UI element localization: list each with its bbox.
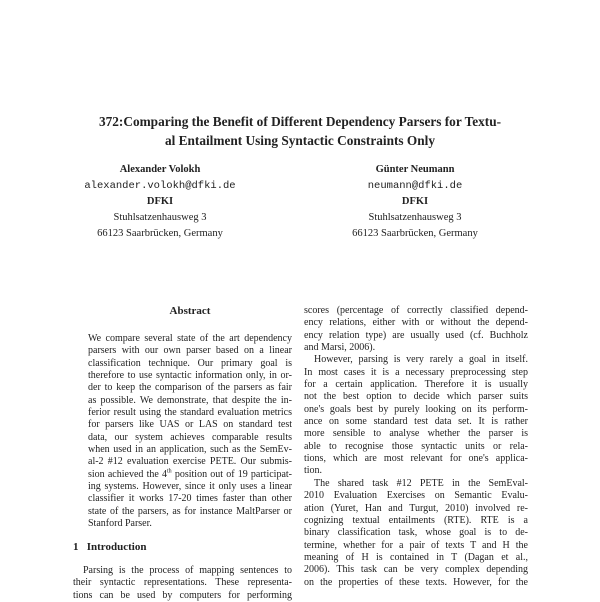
text-line: ferior result using the standard evaluation metrics <box>88 407 292 419</box>
text-line: one's goals best by purely looking on its perform- <box>304 403 528 415</box>
text-line: classification technique. Our primary goal is <box>88 357 292 369</box>
author-city: 66123 Saarbrücken, Germany <box>352 228 478 239</box>
text-line: able to recognise those syntactic units or rela- <box>304 440 528 452</box>
section-heading-introduction: 1 Introduction <box>73 541 147 553</box>
abstract-body <box>88 333 292 531</box>
title-line: 372:Comparing the Benefit of Different Dependency Parsers for Textu- <box>98 114 502 129</box>
text-line: as possible. We demonstrate, that despite the in- <box>88 394 292 406</box>
text-line: al-2 #12 evaluation exercise PETE. Our submis- <box>88 456 292 468</box>
text-line: Parsing is the process of mapping sentences to <box>83 565 292 576</box>
author-name: Alexander Volokh <box>119 164 201 175</box>
title-line: al Entailment Using Syntactic Constraints Only <box>164 133 436 148</box>
text-line: their syntactic representations. These representa- <box>73 577 292 589</box>
text-line: ance on some standard test data set. It is rather <box>304 416 528 428</box>
text-line: 2010 Evaluation Exercises on Semantic Evalu- <box>304 490 528 502</box>
author-city: 66123 Saarbrücken, Germany <box>97 228 223 239</box>
text-line: tions, which are most relevant for one's applica- <box>304 453 528 465</box>
text-line: tions can be used by computers for performing <box>73 589 292 601</box>
text-line: for parsers like UAS or LAS on standard test <box>88 419 292 431</box>
text-line: 2006). This task can be very complex depending <box>304 564 528 576</box>
text-line: classifier it works 17-20 times faster than other <box>88 493 292 505</box>
text-line: The shared task #12 PETE in the SemEval- <box>314 477 528 489</box>
text-line: data, our system achieves comparable results <box>88 431 292 443</box>
author-org: DFKI <box>401 196 429 207</box>
text-line: In most cases it is a necessary preprocessing step <box>304 366 528 378</box>
author-email: alexander.volokh@dfki.de <box>84 180 236 192</box>
text-line: ency relations, either with or without the depend- <box>304 317 528 329</box>
text-line: Stanford Parser. <box>88 518 152 530</box>
author-block <box>315 162 515 242</box>
paper-title <box>60 112 540 150</box>
text-line: ency relation type) are usually used (cf. Buchholz <box>304 329 528 341</box>
author-email: neumann@dfki.de <box>367 180 463 192</box>
text-line: scores (percentage of correctly classified depend- <box>304 305 528 316</box>
right-column-body <box>304 305 528 589</box>
text-line: parsers with our own parser based on a linear <box>88 345 292 357</box>
author-street: Stuhlsatzenhausweg 3 <box>113 212 207 223</box>
text-line: meaning of H is contained in T (Dagan et al., <box>304 551 528 563</box>
text-line: more sensible to analyse whether the parser is <box>304 428 528 440</box>
text-line: tion. <box>304 465 323 477</box>
author-street: Stuhlsatzenhausweg 3 <box>368 212 462 223</box>
text-line: state of the parsers, as for instance MaltParser or <box>88 505 292 517</box>
text-line: therefore to use syntactic information only, in or- <box>88 370 292 382</box>
text-line: However, parsing is very rarely a goal in itself. <box>314 354 528 366</box>
text-line: sion achieved the 4th position out of 19 participat- <box>88 468 292 480</box>
text-line: ing systems. However, since it only uses a linear <box>88 481 292 493</box>
author-name: Günter Neumann <box>375 164 455 175</box>
author-org: DFKI <box>146 196 174 207</box>
text-line: and Marsi, 2006). <box>304 342 376 354</box>
text-line: ation (Yuret, Han and Turgut, 2010) involved re- <box>304 502 528 514</box>
text-line: termine, whether for a pair of texts T and H the <box>304 539 528 551</box>
author-block <box>60 162 260 242</box>
text-line: for a certain application. Therefore it is usually <box>304 379 528 391</box>
introduction-body <box>73 565 292 602</box>
abstract-heading: Abstract <box>169 305 211 317</box>
text-line: cognizing textual entailments (RTE). RTE is a <box>304 514 528 526</box>
text-line: not the best option to decide which parser suits <box>304 391 528 403</box>
text-line: on the properties of these texts. However, for the <box>304 576 528 588</box>
text-line: der to keep the comparison of the parsers as fair <box>88 382 292 394</box>
text-line: binary classification task, whose goal is to de- <box>304 527 528 539</box>
text-line: We compare several state of the art dependency <box>88 333 292 344</box>
text-line: when used in an application, such as the SemEv- <box>88 444 292 456</box>
